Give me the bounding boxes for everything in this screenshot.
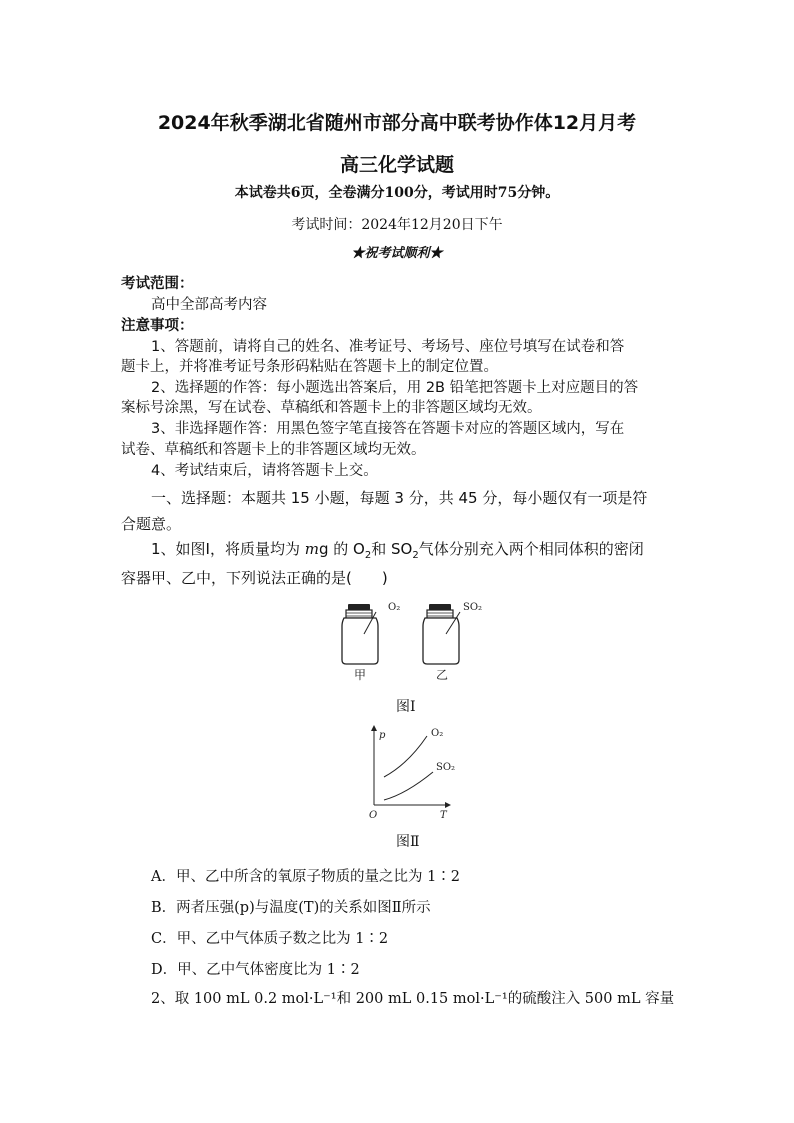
q1-stem-suffix: 气体分别充入两个相同体积的密闭 [418, 540, 644, 558]
section-heading-cont: 合题意。 [121, 515, 182, 533]
jar-right-icon [423, 604, 460, 664]
exam-time: 考试时间：2024年12月20日下午 [291, 217, 503, 233]
scope-label: 考试范围： [121, 276, 194, 292]
exam-title: 2024年秋季湖北省随州市部分高中联考协作体12月月考 [157, 112, 637, 134]
q1-sub-so2: 2 [412, 550, 419, 561]
q1-option-d[interactable]: D．甲、乙中气体密度比为 1∶2 [151, 962, 360, 978]
x-axis-label: T [440, 810, 447, 821]
q1-option-c[interactable]: C．甲、乙中气体质子数之比为 1∶2 [151, 931, 389, 947]
q1-stem-line1 [151, 539, 677, 566]
curve-so2 [384, 772, 433, 800]
q1-stem-line2: 容器甲、乙中，下列说法正确的是( ) [121, 569, 388, 587]
note-1a: 1、答题前，请将自己的姓名、准考证号、考场号、座位号填写在试卷和答 [151, 339, 625, 355]
jar-right-label: 乙 [436, 668, 449, 682]
notes-label: 注意事项： [121, 318, 194, 334]
exam-info: 本试卷共6页，全卷满分100分，考试用时75分钟。 [234, 185, 560, 201]
note-3a: 3、非选择题作答：用黑色签字笔直接答在答题卡对应的答题区域内，写在 [151, 421, 625, 437]
note-2b: 案标号涂黑，写在试卷、草稿纸和答题卡上的非答题区域均无效。 [121, 400, 542, 416]
figure-1-jars [330, 596, 500, 692]
q1-sub-o2: 2 [364, 550, 372, 561]
jar-left-label: 甲 [354, 668, 367, 682]
q1-stem-prefix: 1、如图Ⅰ，将质量均为 [151, 540, 300, 558]
q1-option-a[interactable]: A．甲、乙中所含的氧原子物质的量之比为 1∶2 [151, 869, 461, 885]
curve-o2-label: O₂ [431, 728, 444, 739]
q1-option-b[interactable]: B．两者压强(p)与温度(T)的关系如图Ⅱ所示 [151, 900, 431, 916]
exam-subtitle: 高三化学试题 [339, 154, 454, 176]
section-heading: 一、选择题：本题共 15 小题，每题 3 分，共 45 分，每小题仅有一项是符 [151, 489, 648, 507]
note-4: 4、考试结束后，请将答题卡上交。 [151, 463, 378, 479]
y-axis-label: p [379, 730, 386, 741]
q1-stem-mid2: 和 SO [371, 540, 413, 558]
curve-o2 [384, 736, 427, 777]
jar-left-icon [342, 604, 378, 664]
jar-right-gas-label: SO₂ [463, 602, 483, 613]
q1-stem-mid1: g 的 O [318, 540, 365, 558]
figure-2-caption: 图Ⅱ [396, 834, 420, 850]
note-2a: 2、选择题的作答：每小题选出答案后，用 2B 铅笔把答题卡上对应题目的答 [151, 380, 639, 396]
origin-label: O [369, 810, 378, 821]
note-1b: 题卡上，并将准考证号条形码粘贴在答题卡上的制定位置。 [121, 359, 498, 375]
q2-stem-line1: 2、取 100 mL 0.2 mol·L⁻¹和 200 mL 0.15 mol·L⁻¹的硫酸注入 500 mL 容量 [151, 991, 675, 1007]
scope-content: 高中全部高考内容 [151, 297, 267, 313]
curve-so2-label: SO₂ [436, 762, 456, 773]
exam-slogan: ★祝考试顺利★ [351, 246, 443, 261]
figure-2-graph [360, 724, 470, 824]
note-3b: 试卷、草稿纸和答题卡上的非答题区域均无效。 [121, 442, 426, 458]
figure-1-caption: 图Ⅰ [396, 699, 416, 715]
jar-left-gas-label: O₂ [388, 602, 401, 613]
q1-mass-symbol: m [304, 540, 319, 558]
